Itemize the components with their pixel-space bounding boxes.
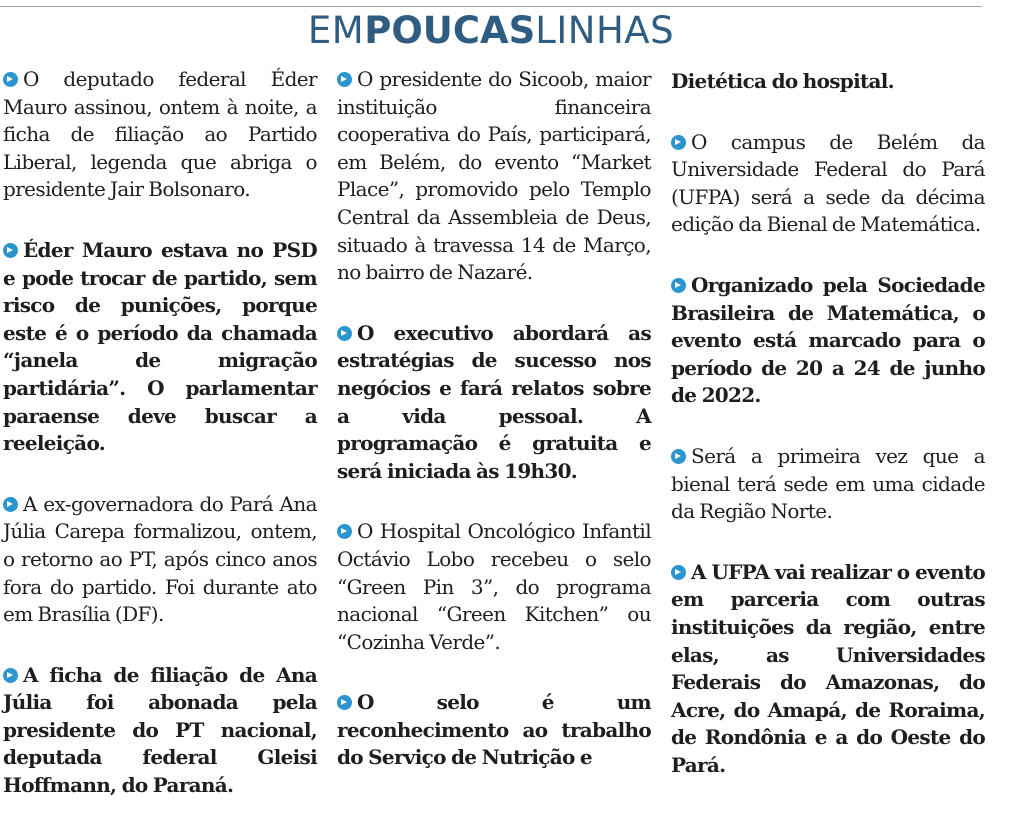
news-item [3, 66, 317, 204]
arrow-bullet-icon [671, 135, 686, 150]
news-item [3, 662, 317, 800]
top-rule [0, 6, 982, 7]
header-part-poucas: POUCAS [364, 9, 536, 52]
news-item-text: Organizado pela Sociedade Brasileira de Matemática, o evento está marcado para o período de 20 a 24 de junho de 2022. [671, 272, 985, 408]
news-item-text: A UFPA vai realizar o evento em parceria com outras instituições da região, entre elas, as Universidades Federais do Amazonas, do Acre, do Amapá, de Roraima, de Rondônia e a do Oeste do Pará. [671, 559, 985, 777]
arrow-bullet-icon [337, 524, 352, 539]
arrow-bullet-icon [671, 449, 686, 464]
news-item [337, 518, 651, 656]
news-item-text: O campus de Belém da Universidade Federal do Pará (UFPA) será a sede da décima edição da Bienal de Matemática. [671, 129, 985, 237]
arrow-bullet-icon [337, 326, 352, 341]
news-item-text: O selo é um reconhecimento ao trabalho do Serviço de Nutrição e [337, 690, 651, 770]
news-item-text: A ficha de filiação de Ana Júlia foi abonada pela presidente do PT nacional, deputada federal Gleisi Hoffmann, do Paraná. [3, 662, 317, 798]
arrow-bullet-icon [337, 72, 352, 87]
news-item-text: Será a primeira vez que a bienal terá sede em uma cidade da Região Norte. [671, 443, 985, 524]
header-part-em: EM [307, 9, 365, 52]
news-item-text: A ex-governadora do Pará Ana Júlia Carepa formalizou, ontem, o retorno ao PT, após cinco anos fora do partido. Foi durante ato em Brasília (DF). [3, 491, 317, 627]
arrow-bullet-icon [337, 695, 352, 710]
news-item-text: Éder Mauro estava no PSD e pode trocar de partido, sem risco de punições, porque este é o período da chamada “janela de migração partidária”. O parlamentar paraense deve buscar a reeleição. [3, 237, 317, 456]
section-header [0, 8, 982, 54]
arrow-bullet-icon [3, 497, 18, 512]
news-item-text: O presidente do Sicoob, maior instituição financeira cooperativa do País, participará, em Belém, do evento “Market Place”, promovido pelo Templo Central da Assembleia de Deus, situado à travessa 14 de Março, no bairro de Nazaré. [337, 67, 651, 285]
news-item [671, 559, 985, 780]
news-item [671, 443, 985, 526]
news-item [3, 491, 317, 629]
news-item [671, 272, 985, 410]
news-item-text: O executivo abordará as estratégias de sucesso nos negócios e fará relatos sobre a vida pessoal. A programação é gratuita e será iniciada às 19h30. [337, 320, 651, 483]
news-item [3, 237, 317, 458]
arrow-bullet-icon [671, 278, 686, 293]
news-item-text: O deputado federal Éder Mauro assinou, ontem à noite, a ficha de filiação ao Partido Liberal, legenda que abriga o presidente Jair Bolsonaro. [3, 67, 317, 202]
column-1 [3, 66, 317, 833]
news-item-text: O Hospital Oncológico Infantil Octávio Lobo recebeu o selo “Green Pin 3”, do programa nacional “Green Kitchen” ou “Cozinha Verde”. [337, 519, 651, 654]
news-item [337, 66, 651, 287]
column-3 [671, 66, 985, 812]
header-part-linhas: LINHAS [535, 9, 675, 52]
arrow-bullet-icon [671, 565, 686, 580]
news-item-continuation: Dietética do hospital. [671, 69, 894, 93]
arrow-bullet-icon [3, 72, 18, 87]
arrow-bullet-icon [3, 243, 18, 258]
arrow-bullet-icon [3, 668, 18, 683]
news-item [337, 689, 651, 772]
news-item [337, 320, 651, 486]
news-item [671, 129, 985, 239]
column-2 [337, 66, 651, 805]
